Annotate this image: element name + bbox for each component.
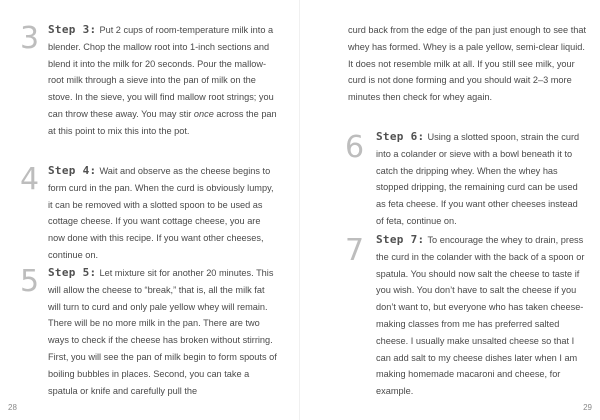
- step-heading: Step 5:: [48, 266, 97, 279]
- step-heading: Step 7:: [376, 233, 425, 246]
- right-page: [300, 0, 600, 420]
- step-body: [48, 22, 278, 140]
- step-number: 3: [20, 21, 40, 56]
- step-text: To encourage the whey to drain, press the curd in the colander with the back of a spoon or spatula. You should now salt the cheese to taste if you wish. You don’t have to salt the cheese if you don’t want to, but everyone who has taken cheese-making classes from me has preferred salted cheese. I usually make unsalted cheese so that I can add salt to my cheese dishes later when I am making homemade macaroni and cheese, for example.: [376, 235, 585, 397]
- step-number: 4: [20, 162, 40, 197]
- step-number: 7: [345, 233, 365, 268]
- step-body: [48, 265, 278, 399]
- page-number-left: 28: [8, 403, 17, 412]
- step-body: [376, 232, 586, 400]
- step-heading: Step 3:: [48, 23, 97, 36]
- step-number: 6: [345, 130, 365, 165]
- step-text: Wait and observe as the cheese begins to form curd in the pan. When the curd is obviously lumpy, it can be removed with a slotted spoon to be used as cottage cheese. If you want cottage cheese, you are now done with this recipe. If you want other cheeses, continue on.: [48, 166, 274, 260]
- step-text: Using a slotted spoon, strain the curd into a colander or sieve with a bowl beneath it to catch the dripping whey. When the whey has stopped dripping, the remaining curd can be used as feta cheese. If you want other cheeses instead of feta, continue on.: [376, 132, 580, 226]
- step-emphasis: once: [193, 108, 214, 119]
- step-heading: Step 6:: [376, 130, 425, 143]
- continuation-body: curd back from the edge of the pan just enough to see that whey has formed. Whey is a pale yellow, semi-clear liquid. It does not resemble milk at all. If you still see milk, your curd is not done forming and you should wait 2–3 more minutes then check for whey again.: [348, 25, 587, 103]
- step-body: [376, 129, 586, 230]
- step-heading: Step 4:: [48, 164, 97, 177]
- step-text: Let mixture sit for another 20 minutes. This will allow the cheese to “break,” that is, all the milk fat will turn to curd and only pale yellow whey will remain. There will be no more milk in the pan. There are two ways to check if the cheese has broken without stirring. First, you will see the pan of milk begin to form spouts of boiling bubbles in places. Second, you can take a spatula or knife and carefully pull the: [48, 268, 277, 396]
- page-number-right: 29: [583, 403, 592, 412]
- step-text-end: across the pan at this point to mix this into the pot.: [48, 108, 277, 136]
- step-body: [48, 163, 278, 264]
- step-number: 5: [20, 264, 40, 299]
- step-text: Put 2 cups of room-temperature milk into a blender. Chop the mallow root into 1-inch sections and blend it into the milk for 20 seconds. Pour the mallow-root milk through a sieve into the pan of milk on the stove. In the sieve, you will find mallow root strings; you can throw these away. You may stir: [48, 25, 274, 119]
